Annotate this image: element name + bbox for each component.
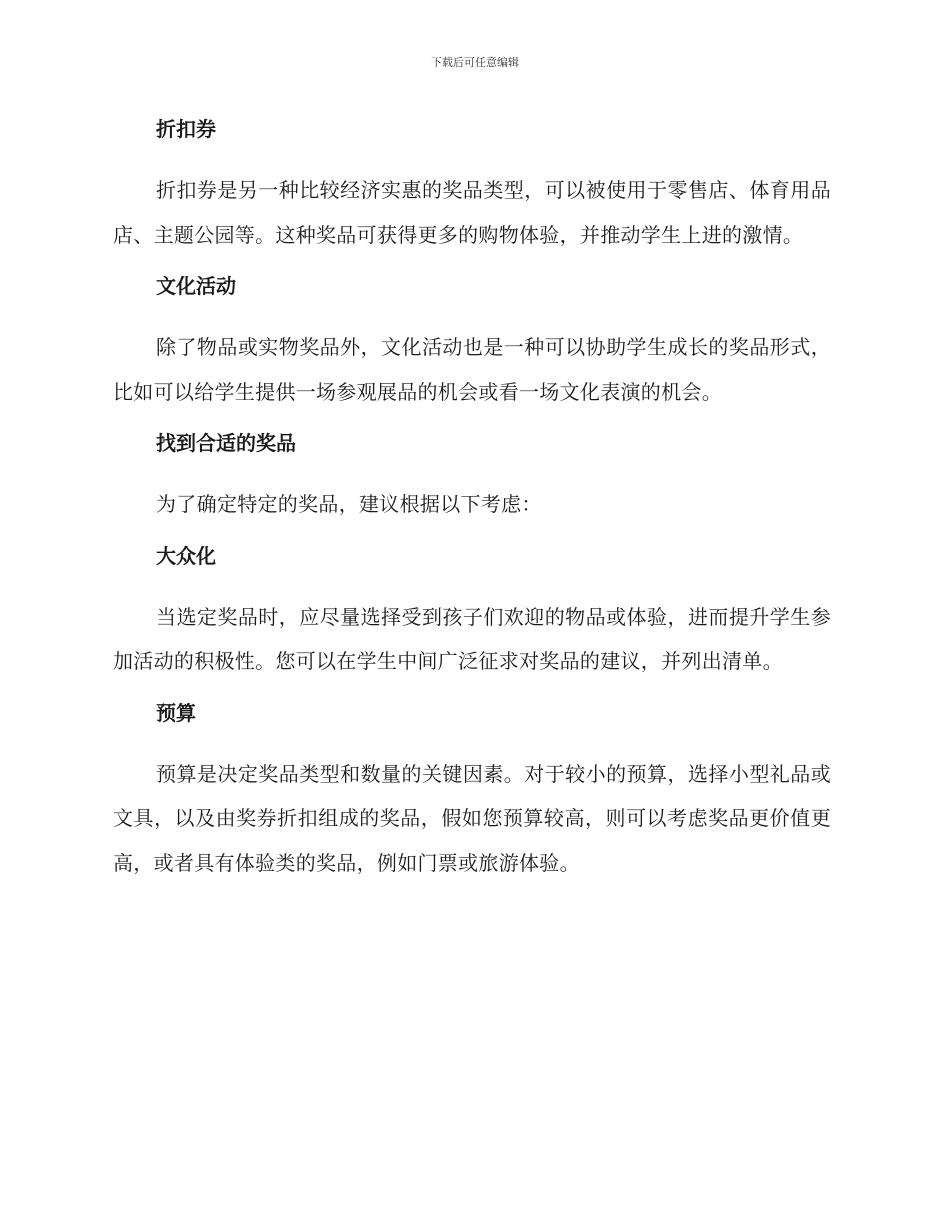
section-body-popular: 当选定奖品时，应尽量选择受到孩子们欢迎的物品或体验，进而提升学生参加活动的积极性。您可以在学生中间广泛征求对奖品的建议，并列出清单。	[113, 604, 831, 673]
section-heading-discount: 折扣券	[156, 117, 216, 141]
page-header: 下载后可任意编辑	[431, 56, 519, 69]
document-body	[113, 112, 831, 897]
section-heading-popular: 大众化	[156, 543, 216, 568]
section-heading-culture: 文化活动	[156, 274, 236, 298]
section-body-find-prize: 为了确定特定的奖品，建议根据以下考虑：	[156, 492, 542, 516]
section-body-budget: 预算是决定奖品类型和数量的关键因素。对于较小的预算，选择小型礼品或文具，以及由奖券折扣组成的奖品，假如您预算较高，则可以考虑奖品更价值更高，或者具有体验类的奖品，例如门票或旅游体验。	[113, 761, 831, 875]
section-heading-budget: 预算	[156, 700, 196, 725]
section-heading-find-prize: 找到合适的奖品	[156, 431, 296, 455]
section-body-discount: 折扣券是另一种比较经济实惠的奖品类型，可以被使用于零售店、体育用品店、主题公园等。这种奖品可获得更多的购物体验，并推动学生上进的激情。	[113, 178, 831, 247]
section-body-culture: 除了物品或实物奖品外，文化活动也是一种可以协助学生成长的奖品形式，比如可以给学生提供一场参观展品的机会或看一场文化表演的机会。	[113, 335, 831, 404]
